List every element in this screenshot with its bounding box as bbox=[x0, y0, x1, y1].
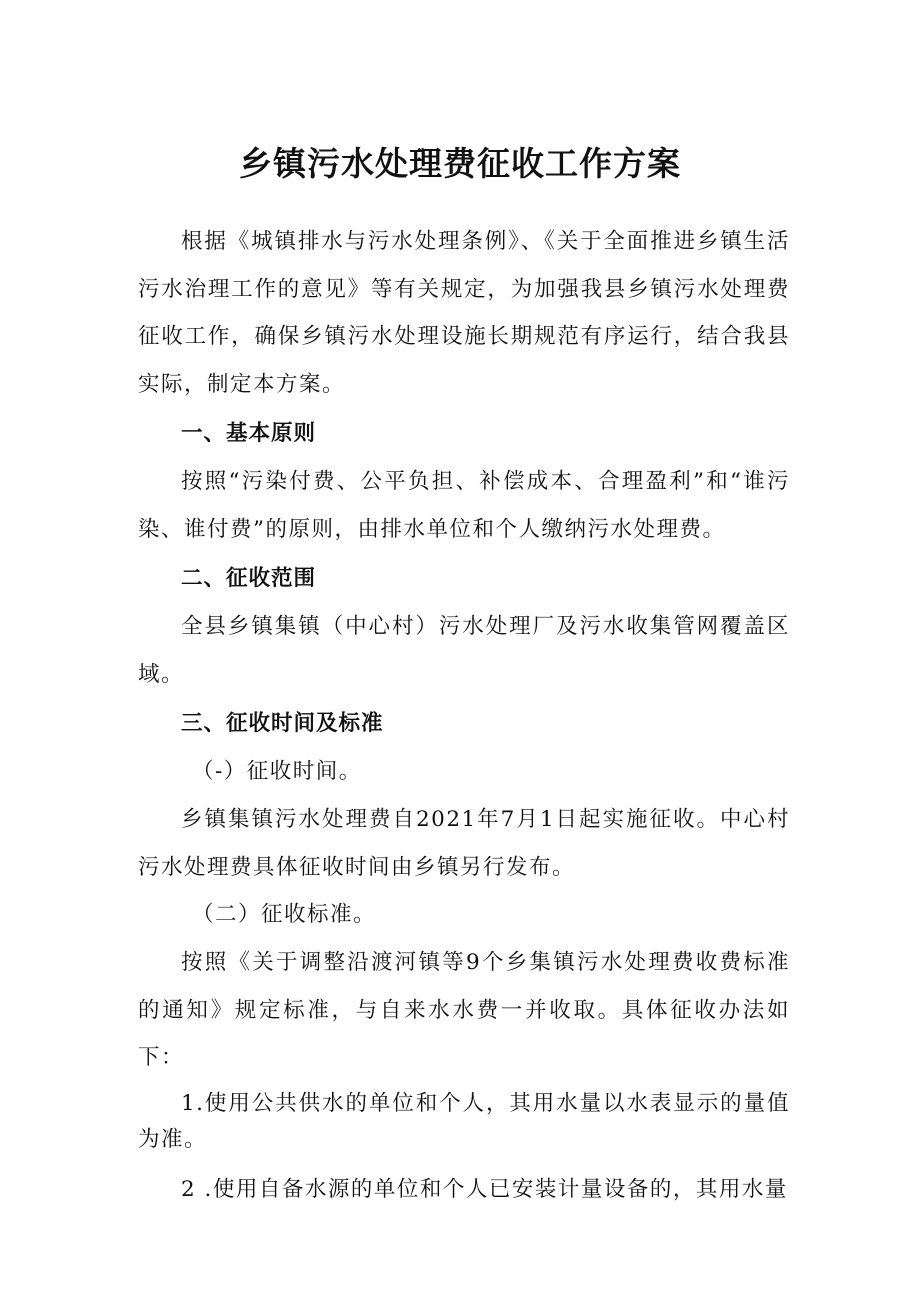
scope-paragraph: 全县乡镇集镇（中心村）污水处理厂及污水收集管网覆盖区域。 bbox=[138, 614, 790, 687]
document-title: 乡镇污水处理费征收工作方案 bbox=[239, 144, 681, 183]
principles-paragraph: 按照“污染付费、公平负担、补偿成本、合理盈利”和“谁污染、谁付费”的原则，由排水单位和个人缴纳污水处理费。 bbox=[138, 469, 790, 542]
time-paragraph: 乡镇集镇污水处理费自2021年7月1日起实施征收。中心村污水处理费具体征收时间由乡镇另行发布。 bbox=[138, 807, 790, 880]
section-heading-scope: 二、征收范围 bbox=[181, 566, 317, 591]
intro-paragraph: 根据《城镇排水与污水处理条例》、《关于全面推进乡镇生活污水治理工作的意见》等有关规定，为加强我县乡镇污水处理费征收工作，确保乡镇污水处理设施长期规范有序运行，结合我县实际，制定本方案。 bbox=[138, 229, 790, 397]
document-body bbox=[138, 218, 790, 1208]
subsection-label-standard: （二）征收标准。 bbox=[192, 902, 377, 927]
list-item-private-water: 2 .使用自备水源的单位和个人已安装计量设备的，其用水量 bbox=[181, 1176, 788, 1202]
list-item-public-water: 1.使用公共供水的单位和个人，其用水量以水表显示的量值为准。 bbox=[138, 1090, 790, 1152]
subsection-label-time: （-）征收时间。 bbox=[192, 759, 362, 784]
section-heading-principles: 一、基本原则 bbox=[181, 421, 317, 446]
section-heading-time-standard: 三、征收时间及标准 bbox=[181, 711, 384, 736]
standard-paragraph: 按照《关于调整沿渡河镇等9个乡集镇污水处理费收费标准的通知》规定标准，与自来水水费一并收取。具体征收办法如下： bbox=[138, 950, 790, 1070]
